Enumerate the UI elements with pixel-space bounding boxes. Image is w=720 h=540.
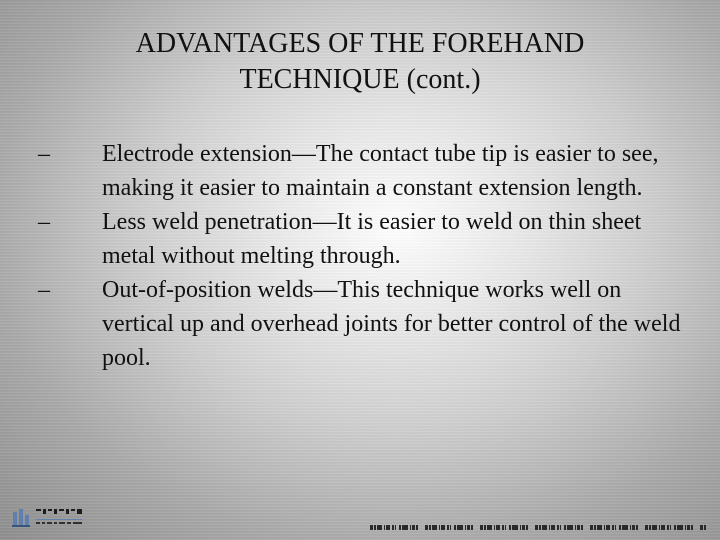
footer-strip-bar [615, 525, 616, 530]
footer-strip-bar [374, 525, 376, 530]
footer-strip-bar [505, 525, 506, 530]
footer-strip-bar [526, 525, 528, 530]
footer-strip-bar [677, 525, 683, 530]
footer-strip-bar [441, 525, 445, 530]
footer-strip-bar [410, 525, 411, 530]
footer-strip-bar [542, 525, 547, 530]
footer-strip-bar [522, 525, 525, 530]
footer-strip-bar [659, 525, 660, 530]
footer-strip-bar [597, 525, 602, 530]
footer-strip-bar [484, 525, 486, 530]
footer-strip-bar [667, 525, 669, 530]
footer-strip-bar [560, 525, 561, 530]
footer-strip-bar [480, 525, 483, 530]
footer-strip-bar [636, 525, 638, 530]
footer-strip-bar [549, 525, 550, 530]
footer-strip-bar [509, 525, 511, 530]
footer-strip-bar [691, 525, 693, 530]
footer-strip-bar [704, 525, 706, 530]
footer-strip-bar [687, 525, 690, 530]
footer-strip-bar [557, 525, 559, 530]
bullet-marker: – [38, 277, 50, 303]
footer-barcode-icon [370, 524, 710, 531]
title-line-2: TECHNIQUE (cont.) [239, 64, 481, 95]
footer-strip-bar [539, 525, 541, 530]
footer-strip-bar [606, 525, 610, 530]
footer-strip-bar [370, 525, 373, 530]
footer-strip-bar [457, 525, 463, 530]
footer-strip-bar [685, 525, 686, 530]
footer-strip-bar [575, 525, 576, 530]
footer-strip-bar [670, 525, 671, 530]
footer-strip-bar [577, 525, 580, 530]
footer-strip-bar [564, 525, 566, 530]
footer-strip-bar [649, 525, 651, 530]
footer-strip-bar [454, 525, 456, 530]
footer-strip-bar [630, 525, 631, 530]
slide-title [60, 26, 660, 98]
footer-strip-bar [402, 525, 408, 530]
footer-strip-bar [399, 525, 401, 530]
footer-strip-bar [674, 525, 676, 530]
bullet-text-2: Less weld penetration—It is easier to weld on thin sheet metal without melting through. [102, 209, 642, 269]
footer-strip-bar [386, 525, 390, 530]
footer-strip-bar [447, 525, 449, 530]
logo-mark-icon [12, 508, 30, 528]
bullet-item-1 [38, 137, 688, 205]
footer-strip-bar [392, 525, 394, 530]
footer-strip-bar [594, 525, 596, 530]
bullet-item-2 [38, 205, 688, 273]
logo-lettering-icon [34, 504, 86, 530]
footer-strip-bar [502, 525, 504, 530]
bullet-marker: – [38, 209, 50, 235]
footer-strip-bar [425, 525, 428, 530]
bullet-item-3 [38, 273, 688, 375]
footer-strip-bar [590, 525, 593, 530]
footer-strip-bar [645, 525, 648, 530]
footer-strip-bar [700, 525, 703, 530]
footer-strip-bar [632, 525, 635, 530]
footer-strip-bar [412, 525, 415, 530]
footer-strip-bar [467, 525, 470, 530]
title-line-1: ADVANTAGES OF THE FOREHAND [135, 28, 585, 59]
footer-strip-bar [622, 525, 628, 530]
footer-strip-bar [487, 525, 492, 530]
footer-strip-bar [494, 525, 495, 530]
bullet-marker: – [38, 141, 50, 167]
footer-strip-bar [512, 525, 518, 530]
footer-strip-bar [377, 525, 382, 530]
footer-strip-bar [429, 525, 431, 530]
footer-strip-bar [661, 525, 665, 530]
footer-strip-bar [652, 525, 657, 530]
bullet-list [38, 137, 688, 375]
footer-strip-bar [551, 525, 555, 530]
bullet-text-1: Electrode extension—The contact tube tip is easier to see, making it easier to maintain a constant extension length. [102, 141, 659, 201]
footer-strip-bar [384, 525, 385, 530]
footer-strip-bar [465, 525, 466, 530]
footer-strip-bar [612, 525, 614, 530]
footer-strip-bar [581, 525, 583, 530]
footer-strip-bar [395, 525, 396, 530]
footer-strip-bar [496, 525, 500, 530]
footer-strip-bar [416, 525, 418, 530]
bullet-text-3: Out-of-position welds—This technique works well on vertical up and overhead joints for better control of the weld pool. [102, 277, 681, 371]
footer-strip-bar [450, 525, 451, 530]
footer-strip-bar [432, 525, 437, 530]
footer-strip-bar [567, 525, 573, 530]
footer-strip-bar [471, 525, 473, 530]
footer-strip-bar [520, 525, 521, 530]
footer-strip-bar [604, 525, 605, 530]
footer-strip-bar [439, 525, 440, 530]
footer-strip-bar [535, 525, 538, 530]
publisher-logo-icon [10, 503, 88, 531]
footer-strip-bar [619, 525, 621, 530]
